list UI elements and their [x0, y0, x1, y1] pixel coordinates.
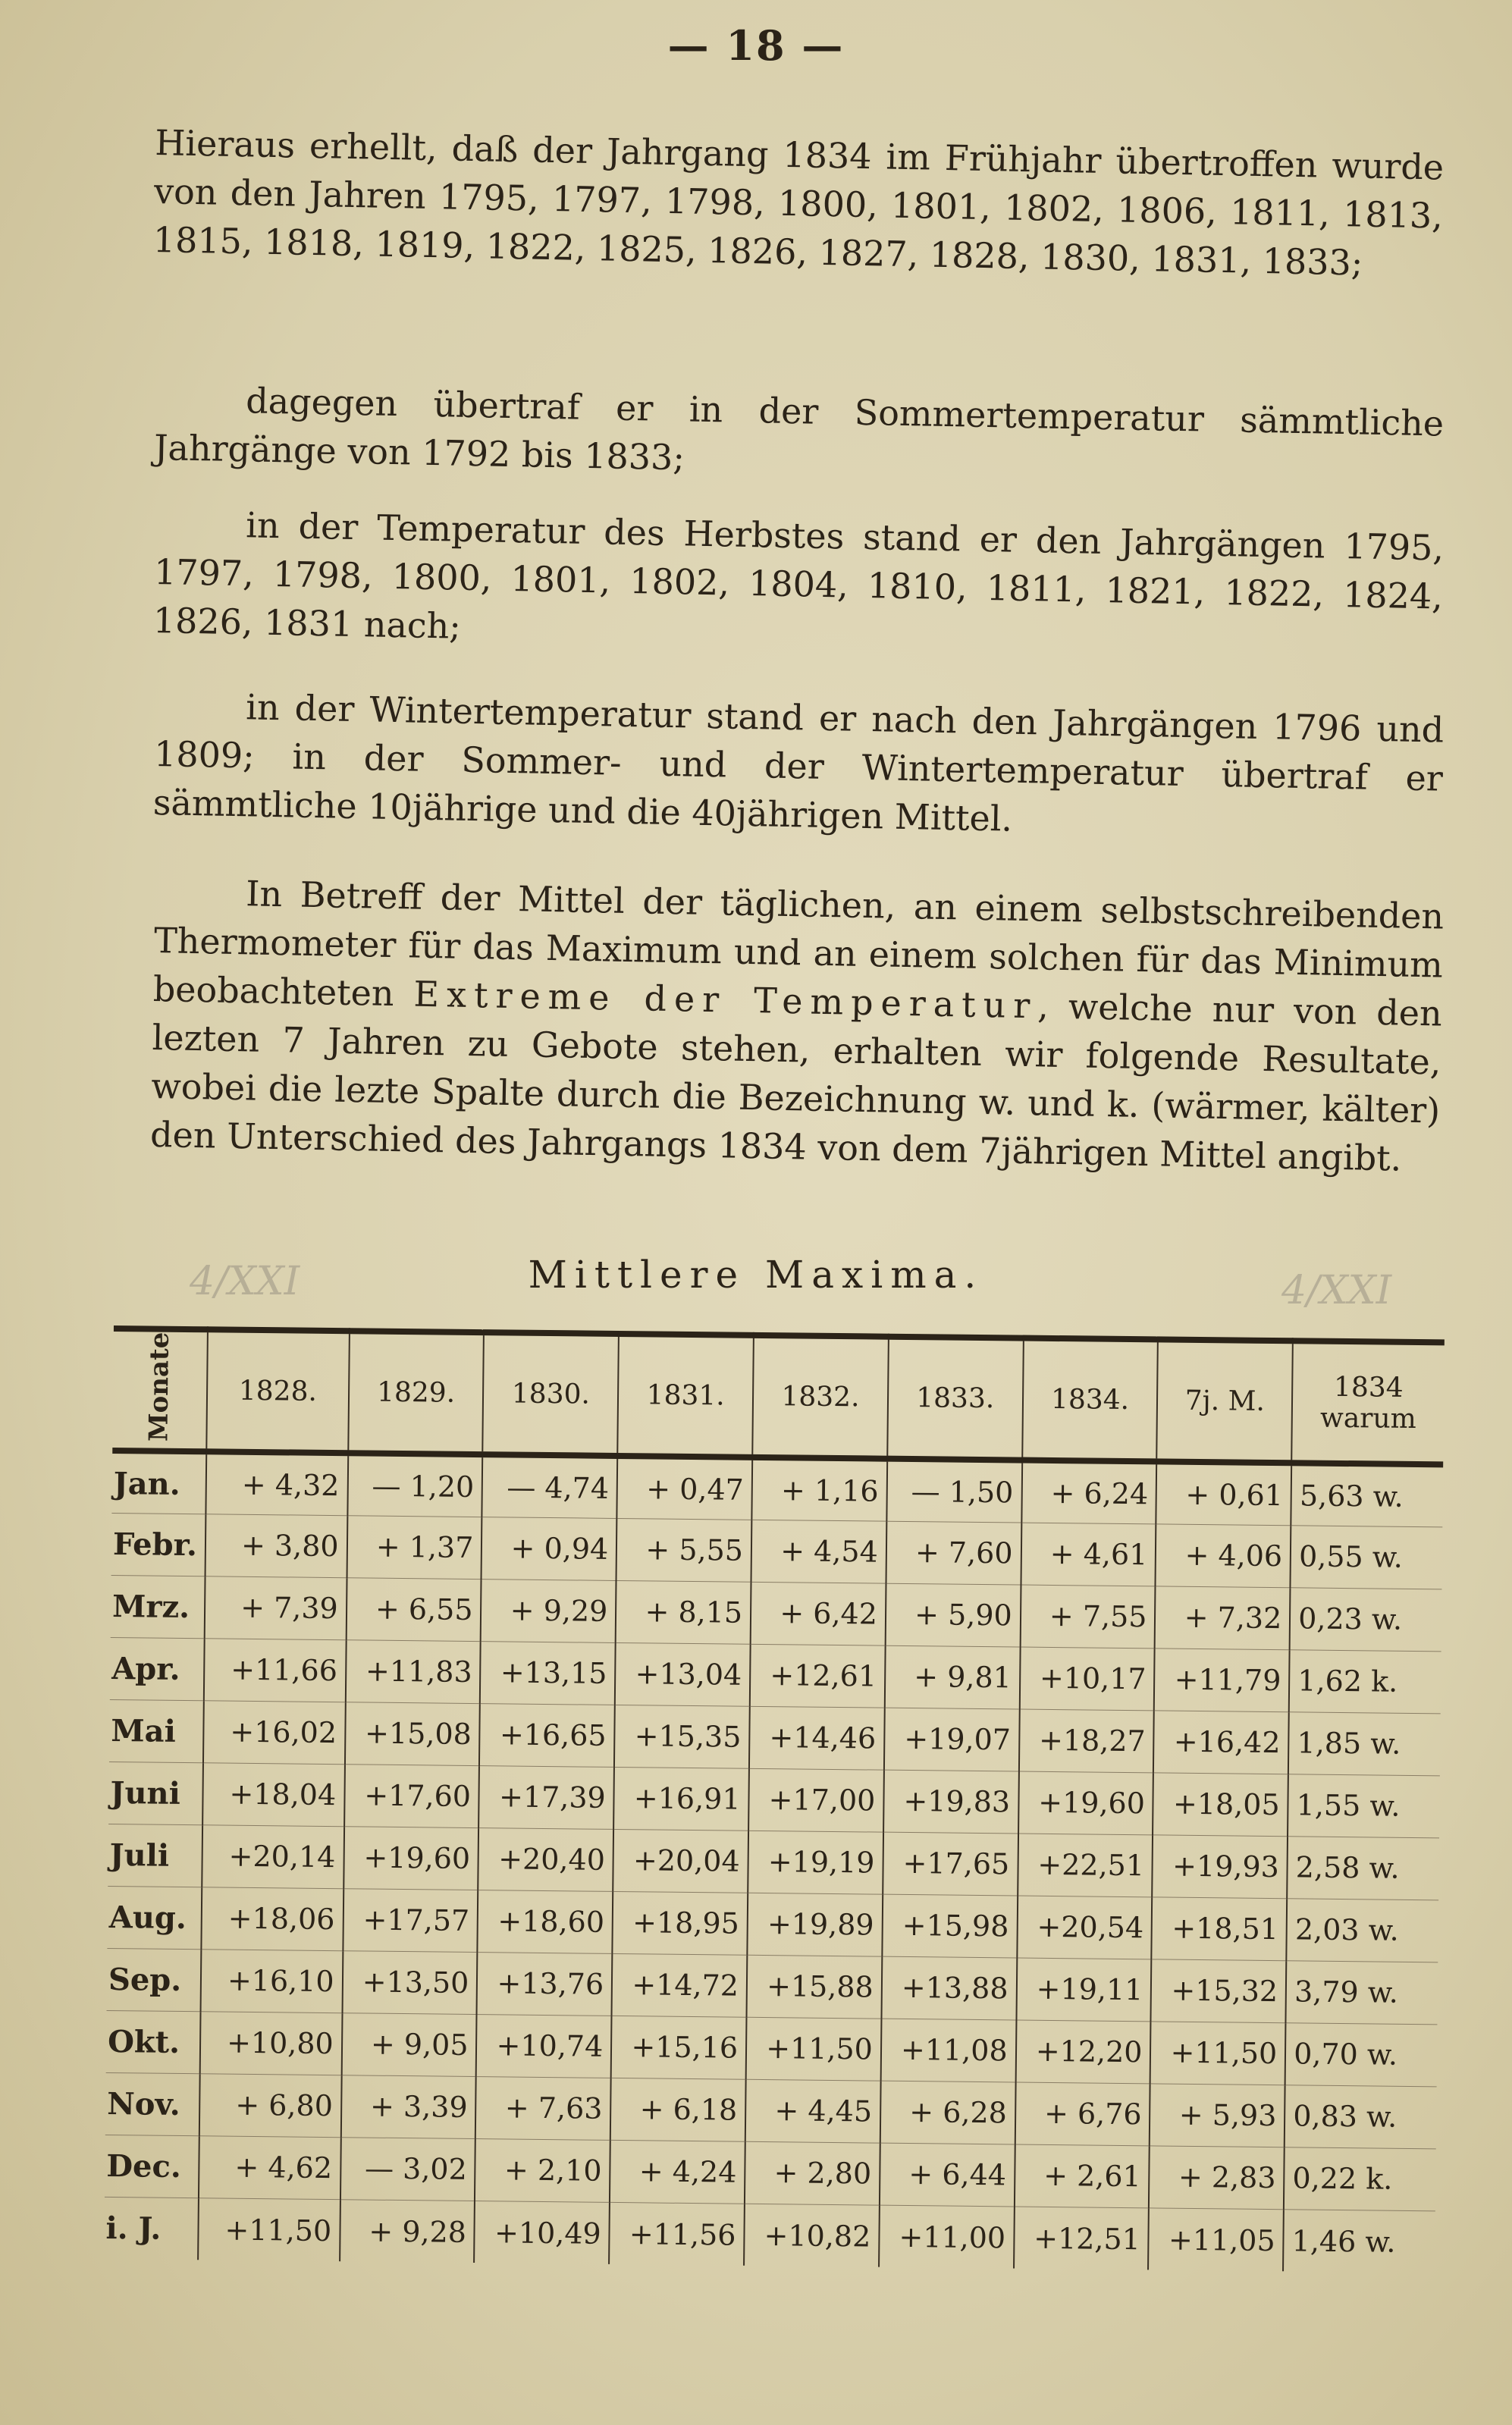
value-cell: — 1,20: [347, 1454, 483, 1517]
value-cell: + 7,60: [886, 1521, 1021, 1585]
pencil-mark-left: 4/XXI: [190, 1259, 300, 1304]
value-cell: + 7,55: [1020, 1585, 1156, 1649]
value-cell: +13,88: [881, 1956, 1017, 2020]
paragraph-summer: dagegen übertraf er in der Sommertemperatur sämmtliche Jahrgänge von 1792 bis 1833;: [153, 380, 1445, 478]
maxima-table: [104, 1325, 1445, 2273]
value-cell: +11,00: [879, 2205, 1015, 2269]
value-cell: +15,98: [882, 1894, 1018, 1958]
value-cell: +16,42: [1153, 1711, 1289, 1774]
value-cell: + 6,80: [199, 2074, 342, 2138]
table-title: Mittlere Maxima.: [528, 1253, 984, 1297]
value-cell: +18,51: [1152, 1897, 1288, 1961]
value-cell: + 1,16: [751, 1457, 887, 1521]
table-row: [104, 2197, 1435, 2273]
value-cell: +19,07: [884, 1708, 1020, 1771]
table-header-label: Monate: [143, 1332, 176, 1442]
paragraph-spring: Hieraus erhellt, daß der Jahrgang 1834 im Frühjahr übertroffen wurde von den Jahren 1795, 1797, 1798, 1800, 1801, 1802, 1806, 1811, 1813, 1815, 1818, 1819, 1822, 1825, 1826, 1827, 1828, 1830, 1831, 1833;: [152, 121, 1445, 284]
table-header-label: 1830.: [511, 1378, 591, 1410]
difference-cell: 2,03 w.: [1287, 1899, 1439, 1962]
value-cell: +18,05: [1153, 1773, 1288, 1837]
table-header-label: 1833.: [916, 1382, 995, 1415]
value-cell: +17,00: [748, 1768, 884, 1832]
value-cell: +11,50: [1150, 2022, 1286, 2085]
value-cell: +10,74: [476, 2014, 612, 2078]
paragraph-extremes-after: , welche nur von den lezten 7 Jahren zu Gebote stehen, erhalten wir folgende Resultate, wobei die lezte Spalte durch die Bezeichnung w. und k. (wärmer, kälter) den Unterschied des Jahrgangs 1834 von dem 7jährigen Mittel angibt.: [149, 985, 1443, 1179]
table-header-cell: [348, 1331, 484, 1454]
value-cell: +12,51: [1014, 2207, 1150, 2270]
paragraph-extremes-before: In Betreff der Mittel der täglichen, an einem selbstschreibenden Thermometer für das Maximum und an einem solchen für das Minimum beobachteten: [152, 873, 1445, 1015]
difference-cell: 1,46 w.: [1283, 2210, 1435, 2273]
difference-cell: 0,23 w.: [1290, 1588, 1442, 1652]
month-cell: Jan.: [111, 1451, 206, 1514]
month-cell: Sep.: [107, 1948, 202, 2011]
month-cell: Apr.: [110, 1637, 205, 1700]
table-header-row: [112, 1329, 1445, 1465]
value-cell: — 1,50: [886, 1459, 1022, 1523]
value-cell: +17,60: [344, 1765, 480, 1828]
value-cell: +16,91: [613, 1767, 749, 1831]
value-cell: + 2,80: [745, 2141, 880, 2205]
value-cell: + 9,81: [885, 1645, 1021, 1709]
value-cell: +10,80: [200, 2012, 343, 2075]
value-cell: +19,83: [883, 1770, 1019, 1834]
value-cell: + 9,29: [481, 1580, 616, 1643]
value-cell: +18,95: [613, 1891, 748, 1955]
value-cell: +15,35: [614, 1705, 750, 1768]
value-cell: +13,50: [342, 1951, 478, 2015]
value-cell: +11,50: [198, 2198, 340, 2262]
value-cell: + 6,42: [751, 1582, 886, 1645]
value-cell: +18,60: [478, 1890, 613, 1953]
value-cell: +20,14: [202, 1825, 344, 1889]
month-cell: Mai: [109, 1699, 204, 1762]
value-cell: +12,20: [1015, 2020, 1151, 2084]
value-cell: +10,49: [475, 2201, 610, 2264]
difference-cell: 5,63 w.: [1291, 1463, 1444, 1527]
value-cell: +18,27: [1019, 1709, 1155, 1773]
value-cell: + 4,06: [1156, 1524, 1291, 1588]
value-cell: +20,54: [1017, 1896, 1153, 1959]
value-cell: +11,08: [880, 2019, 1016, 2082]
value-cell: + 5,93: [1150, 2084, 1285, 2147]
table-header-label: 1828.: [238, 1375, 318, 1408]
maxima-table-wrapper: [104, 1325, 1445, 2273]
value-cell: + 4,62: [199, 2136, 341, 2200]
paragraph-extremes-spaced: Extreme der Temperatur: [413, 973, 1038, 1027]
table-header-label: 1831.: [646, 1379, 725, 1412]
month-cell: Aug.: [107, 1886, 202, 1949]
value-cell: — 3,02: [340, 2138, 476, 2201]
value-cell: +19,93: [1153, 1835, 1288, 1899]
table-header-cell: [752, 1335, 888, 1459]
value-cell: +16,65: [479, 1703, 615, 1767]
value-cell: + 3,80: [205, 1514, 348, 1578]
table-header-label: 1834 warum: [1319, 1371, 1417, 1435]
value-cell: + 9,28: [340, 2200, 475, 2263]
value-cell: + 2,10: [475, 2138, 610, 2202]
value-cell: + 0,47: [617, 1456, 753, 1520]
value-cell: +17,39: [479, 1765, 615, 1829]
table-header-label: 1834.: [1050, 1384, 1130, 1416]
value-cell: + 9,05: [341, 2013, 477, 2077]
difference-cell: 1,55 w.: [1288, 1774, 1440, 1838]
value-cell: + 7,39: [205, 1576, 347, 1640]
value-cell: + 6,76: [1015, 2082, 1150, 2146]
value-cell: +13,04: [615, 1642, 751, 1706]
value-cell: + 0,61: [1156, 1462, 1292, 1526]
table-header-label: 7j. M.: [1184, 1385, 1266, 1418]
month-cell: Febr.: [111, 1513, 206, 1576]
value-cell: +11,50: [746, 2017, 882, 2081]
value-cell: +11,83: [345, 1640, 481, 1704]
paragraph-extremes: [150, 867, 1445, 1184]
value-cell: + 5,90: [885, 1583, 1021, 1647]
value-cell: + 4,61: [1021, 1523, 1156, 1586]
value-cell: + 7,32: [1155, 1586, 1291, 1650]
value-cell: + 3,39: [340, 2075, 476, 2139]
value-cell: +18,06: [201, 1887, 343, 1951]
value-cell: + 6,28: [880, 2081, 1016, 2144]
value-cell: + 6,18: [610, 2078, 746, 2141]
page-number: — 18 —: [667, 21, 845, 70]
table-header-cell: [483, 1332, 619, 1456]
value-cell: + 8,15: [616, 1580, 751, 1644]
value-cell: +10,82: [744, 2204, 880, 2267]
value-cell: +10,17: [1019, 1647, 1155, 1711]
value-cell: +17,65: [883, 1832, 1018, 1896]
value-cell: +13,76: [477, 1952, 613, 2016]
difference-cell: 3,79 w.: [1286, 1961, 1438, 2025]
table-header-cell: [887, 1337, 1023, 1460]
value-cell: +13,15: [480, 1641, 616, 1705]
value-cell: +16,10: [201, 1950, 343, 2013]
value-cell: + 6,44: [880, 2143, 1015, 2207]
value-cell: + 6,24: [1021, 1460, 1157, 1524]
value-cell: + 4,24: [610, 2140, 745, 2204]
table-header-label: 1832.: [781, 1381, 860, 1413]
table-header-cell: [1157, 1339, 1293, 1463]
difference-cell: 0,83 w.: [1285, 2085, 1437, 2149]
month-cell: i. J.: [105, 2210, 162, 2247]
value-cell: +14,72: [612, 1953, 748, 2017]
difference-cell: 1,62 k.: [1289, 1650, 1441, 1714]
month-cell: Juni: [108, 1761, 203, 1824]
value-cell: +19,60: [1018, 1771, 1154, 1835]
value-cell: +14,46: [749, 1706, 885, 1770]
value-cell: +15,16: [611, 2016, 747, 2079]
value-cell: +19,60: [343, 1827, 479, 1890]
value-cell: + 5,55: [616, 1518, 752, 1582]
value-cell: + 0,94: [482, 1517, 617, 1581]
value-cell: +20,40: [478, 1827, 614, 1891]
value-cell: +19,89: [747, 1893, 883, 1956]
pencil-mark-right: 4/XXI: [1281, 1268, 1392, 1313]
value-cell: +19,11: [1016, 1958, 1152, 2022]
table-body: [104, 1451, 1443, 2273]
value-cell: +15,08: [345, 1702, 481, 1766]
value-cell: +20,04: [613, 1829, 748, 1893]
difference-cell: 1,85 w.: [1288, 1712, 1441, 1776]
table-header-cell: [206, 1329, 349, 1453]
month-cell: Nov.: [105, 2072, 200, 2135]
value-cell: +22,51: [1018, 1834, 1153, 1897]
value-cell: +11,05: [1148, 2208, 1284, 2272]
table-header-cell: [112, 1329, 208, 1452]
table-header-cell: [1022, 1338, 1158, 1462]
value-cell: +12,61: [750, 1644, 886, 1708]
value-cell: + 1,37: [347, 1516, 482, 1580]
value-cell: +15,88: [747, 1955, 883, 2019]
month-cell: Okt.: [106, 2010, 201, 2073]
value-cell: +17,57: [343, 1889, 478, 1953]
value-cell: +18,04: [202, 1763, 345, 1827]
value-cell: — 4,74: [482, 1455, 618, 1519]
value-cell: +11,56: [609, 2202, 745, 2266]
month-cell: Dec.: [105, 2135, 199, 2198]
value-cell: + 4,45: [745, 2079, 881, 2143]
value-cell: + 7,63: [475, 2076, 611, 2140]
value-cell: + 4,32: [205, 1452, 348, 1516]
value-cell: + 2,83: [1149, 2146, 1285, 2210]
value-cell: +15,32: [1151, 1959, 1287, 2023]
value-cell: + 4,54: [751, 1520, 887, 1583]
value-cell: + 2,61: [1015, 2144, 1150, 2208]
value-cell: +16,02: [203, 1701, 346, 1765]
paragraph-winter: in der Wintertemperatur stand er nach den Jahrgängen 1796 und 1809; in der Sommer- und der Wintertemperatur übertraf er sämmtliche 10jährige und die 40jährigen Mittel.: [152, 686, 1445, 839]
table-header-cell: [617, 1334, 753, 1457]
difference-cell: 0,55 w.: [1291, 1526, 1443, 1589]
difference-cell: 2,58 w.: [1287, 1837, 1439, 1900]
paragraph-autumn: in der Temperatur des Herbstes stand er den Jahrgängen 1795, 1797, 1798, 1800, 1801, 1802, 1804, 1810, 1811, 1821, 1822, 1824, 1826, 1831 nach;: [152, 504, 1445, 647]
value-cell: + 6,55: [346, 1578, 482, 1642]
month-cell: Juli: [108, 1824, 202, 1887]
difference-cell: 0,70 w.: [1285, 2023, 1438, 2087]
table-header-cell: [1291, 1341, 1444, 1464]
value-cell: +11,79: [1154, 1649, 1290, 1712]
table-header-label: 1829.: [376, 1376, 456, 1409]
month-cell: Mrz.: [111, 1575, 205, 1638]
value-cell: +11,66: [204, 1639, 347, 1702]
value-cell: +19,19: [748, 1831, 883, 1894]
difference-cell: 0,22 k.: [1284, 2147, 1436, 2211]
